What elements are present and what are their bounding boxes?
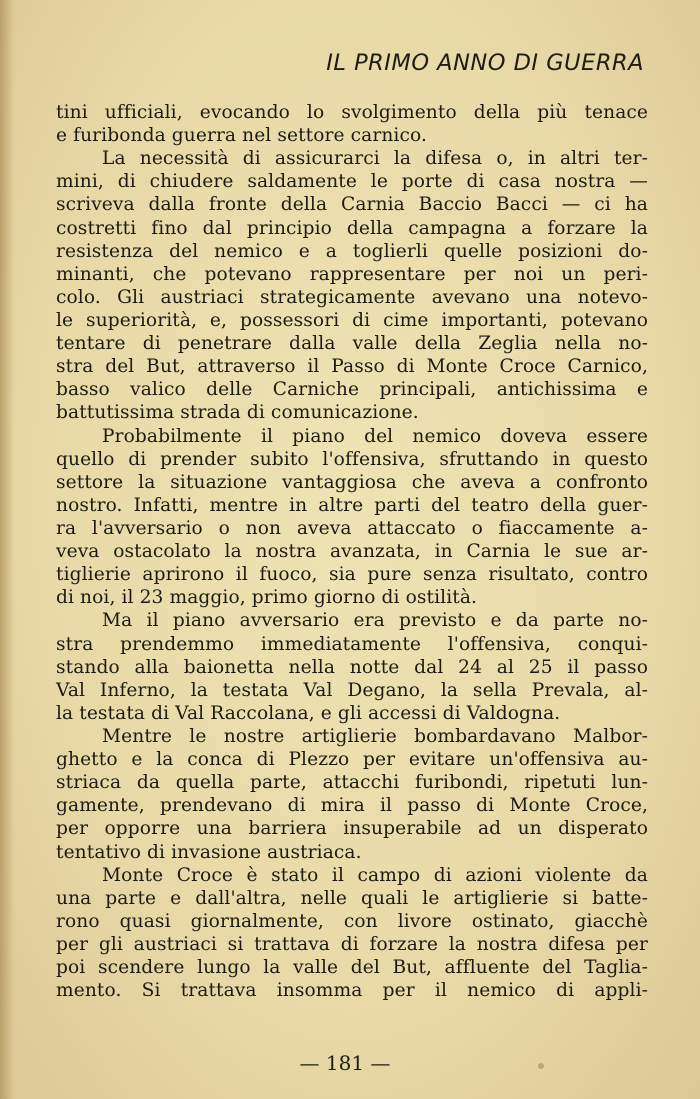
- text-line: battutissima strada di comunicazione.: [56, 402, 419, 424]
- text-line: stra prendemmo immediatamente l'offensiva, conqui-: [56, 633, 648, 655]
- text-line: stando alla baionetta nella notte dal 24 al 25 il passo: [56, 656, 648, 678]
- text-line: quello di prender subito l'offensiva, sfruttando in questo: [56, 448, 648, 470]
- text-line: tini ufficiali, evocando lo svolgimento della più tenace: [56, 102, 648, 123]
- text-line: la testata di Val Raccolana, e gli accessi di Valdogna.: [56, 702, 561, 724]
- text-line: per gli austriaci si trattava di forzare la nostra difesa per: [56, 933, 648, 955]
- text-line: nostro. Infatti, mentre in altre parti del teatro della guer-: [56, 494, 648, 516]
- text-line: le superiorità, e, possessori di cime importanti, potevano: [56, 309, 648, 331]
- text-line: tentativo di invasione austriaca.: [56, 841, 362, 863]
- text-line: settore la situazione vantaggiosa che aveva a confronto: [56, 471, 648, 493]
- text-line: ra l'avversario o non aveva attaccato o fiaccamente a-: [56, 517, 648, 539]
- text-line: La necessità di assicurarci la difesa o, in altri ter-: [102, 148, 648, 170]
- text-line: Ma il piano avversario era previsto e da parte no-: [102, 610, 648, 632]
- text-line: mento. Si trattava insomma per il nemico di appli-: [56, 980, 648, 1002]
- page-edge-shadow: [0, 0, 14, 1099]
- text-line: Monte Croce è stato il campo di azioni violente da: [102, 864, 648, 886]
- text-line: veva ostacolato la nostra avanzata, in Carnia le sue ar-: [56, 541, 648, 563]
- text-line: Mentre le nostre artiglierie bombardavano Malbor-: [102, 725, 648, 747]
- paper-speck: [538, 1063, 544, 1069]
- text-line: minanti, che potevano rappresentare per noi un peri-: [56, 263, 648, 285]
- running-head: IL PRIMO ANNO DI GUERRA: [326, 50, 644, 76]
- text-line: colo. Gli austriaci strategicamente avevano una notevo-: [56, 286, 648, 308]
- body-text: [56, 101, 648, 1002]
- text-line: per opporre una barriera insuperabile ad un disperato: [56, 818, 648, 840]
- text-line: e furibonda guerra nel settore carnico.: [56, 125, 427, 147]
- text-line: Probabilmente il piano del nemico doveva essere: [102, 425, 648, 447]
- text-line: poi scendere lungo la valle del But, affluente del Taglia-: [56, 957, 648, 979]
- text-line: una parte e dall'altra, nelle quali le artiglierie si batte-: [56, 887, 648, 909]
- text-line: costretti fino dal principio della campagna a forzare la: [56, 217, 648, 239]
- text-line: tiglierie aprirono il fuoco, sia pure senza risultato, contro: [56, 564, 648, 586]
- text-line: stra del But, attraverso il Passo di Monte Croce Carnico,: [56, 356, 648, 378]
- text-line: basso valico delle Carniche principali, antichissima e: [56, 379, 648, 401]
- text-line: mini, di chiudere saldamente le porte di casa nostra —: [56, 171, 648, 193]
- text-line: rono quasi giornalmente, con livore ostinato, giacchè: [56, 910, 648, 932]
- page-number: — 181 —: [299, 1051, 391, 1075]
- text-line: Val Inferno, la testata Val Degano, la sella Prevala, al-: [56, 679, 648, 701]
- text-line: tentare di penetrare dalla valle della Zeglia nella no-: [56, 333, 648, 355]
- text-line: striaca da quella parte, attacchi furibondi, ripetuti lun-: [56, 772, 648, 794]
- text-line: gamente, prendevano di mira il passo di Monte Croce,: [56, 795, 648, 817]
- text-line: di noi, il 23 maggio, primo giorno di ostilità.: [56, 587, 478, 609]
- text-line: ghetto e la conca di Plezzo per evitare un'offensiva au-: [56, 749, 648, 771]
- text-line: scriveva dalla fronte della Carnia Baccio Bacci — ci ha: [56, 194, 648, 216]
- text-line: resistenza del nemico e a toglierli quelle posizioni do-: [56, 240, 648, 262]
